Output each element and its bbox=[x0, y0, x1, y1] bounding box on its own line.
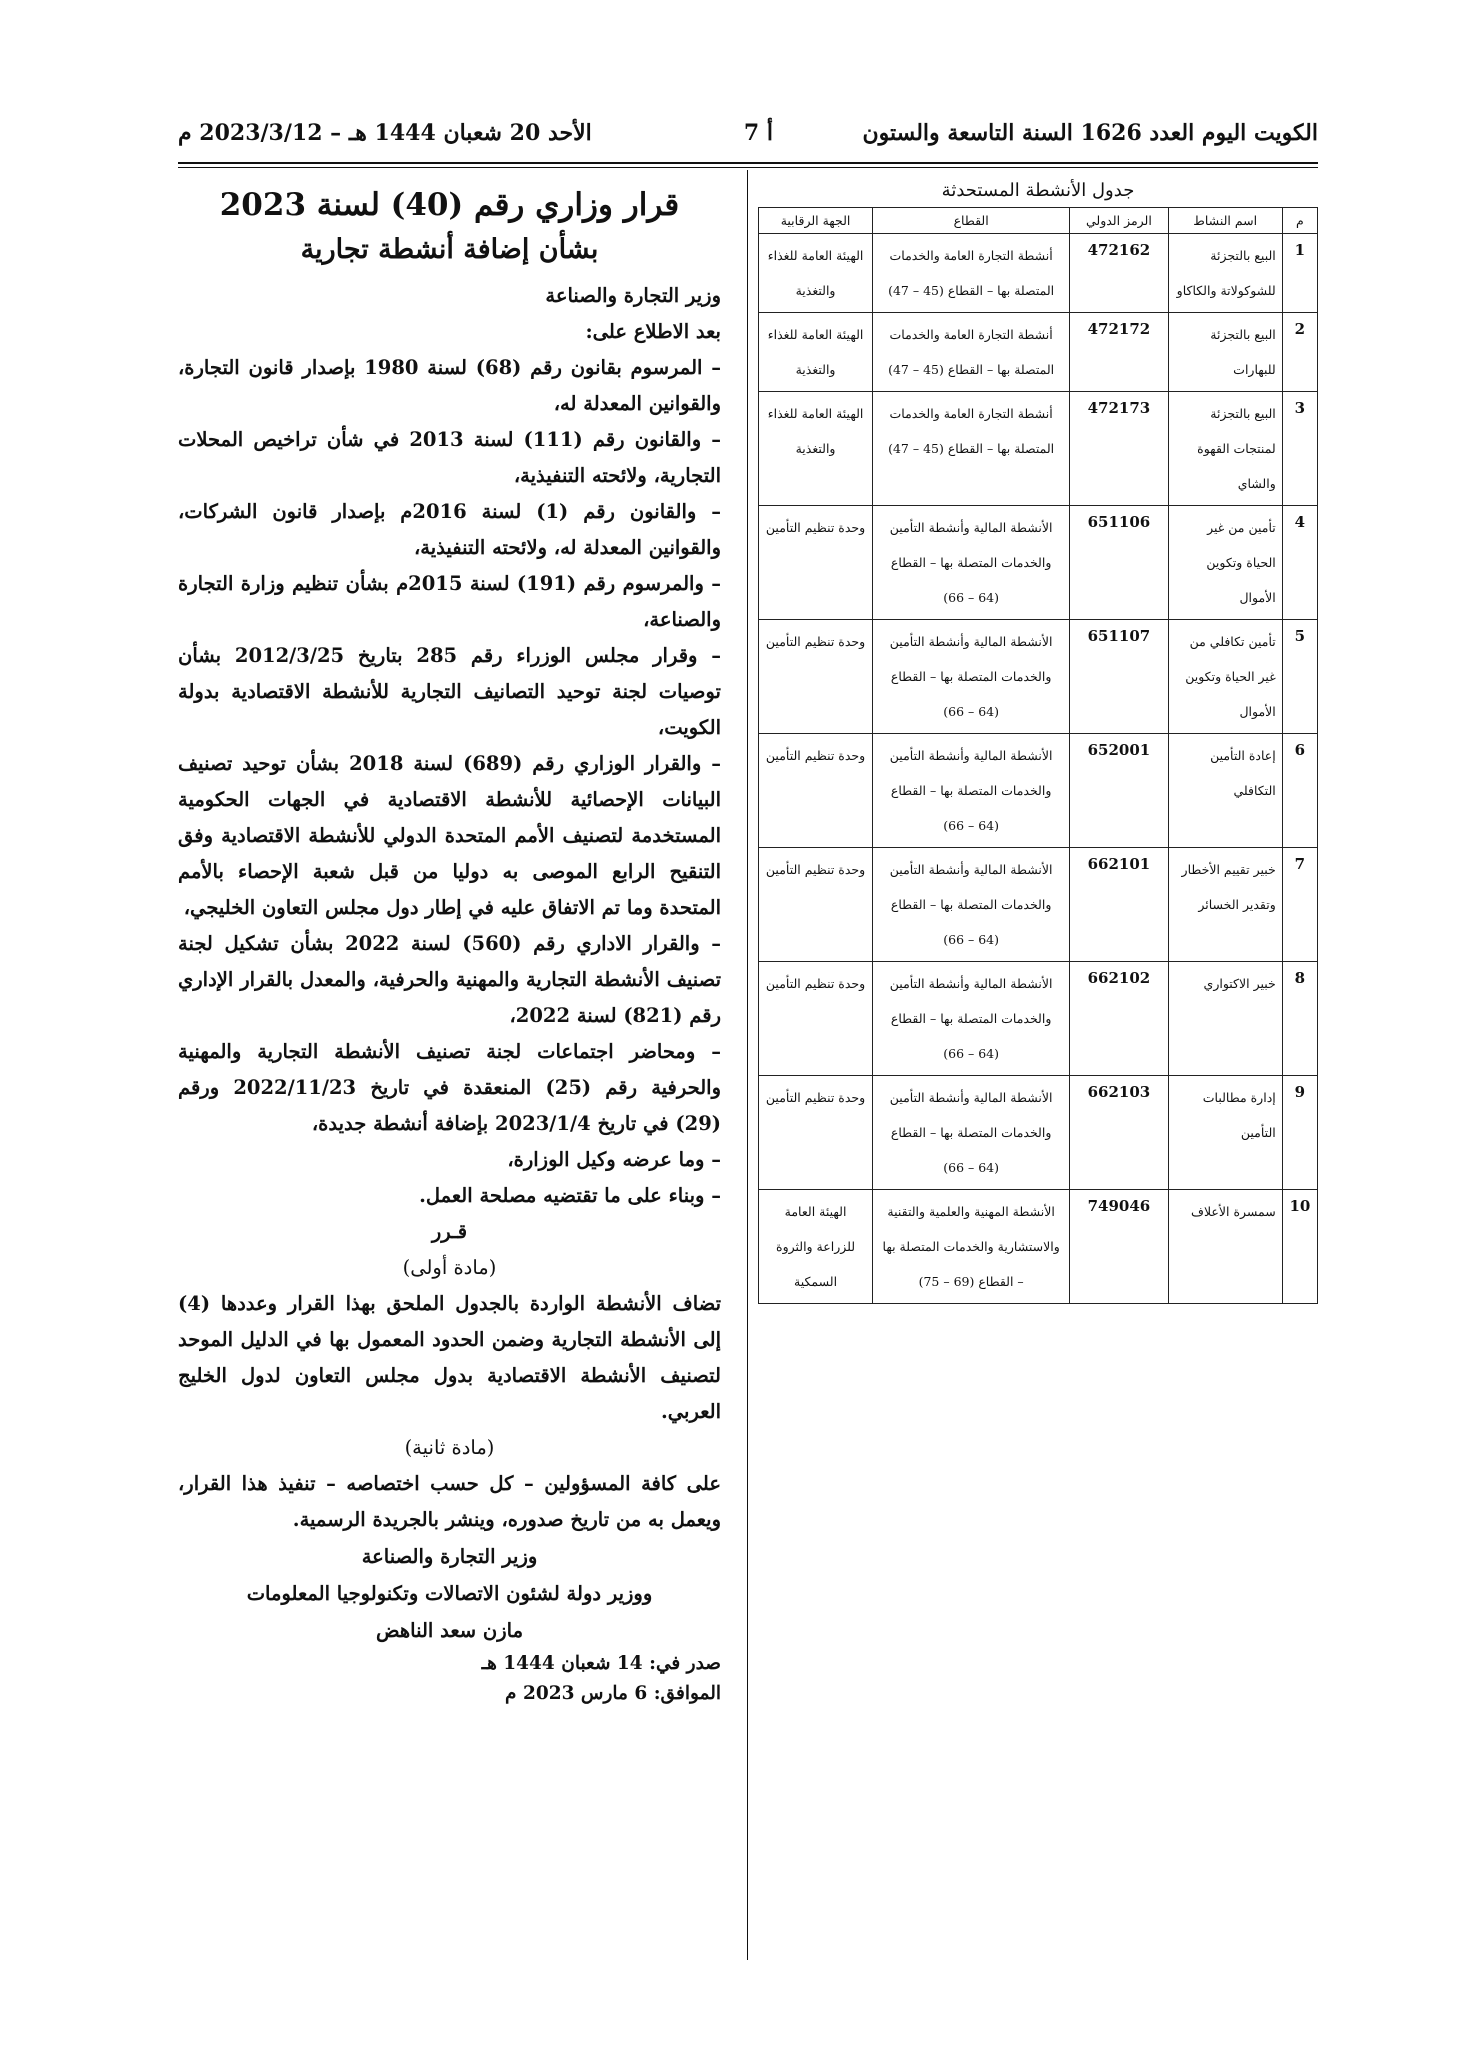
reference-item: – والقانون رقم (1) لسنة 2016م بإصدار قانون الشركات، والقوانين المعدلة له، ولائحته التنفيذية، bbox=[178, 500, 721, 559]
authority-cell: الهيئة العامة للغذاء والتغذية bbox=[759, 234, 873, 313]
reference-item: – والقرار الوزاري رقم (689) لسنة 2018 بشأن توحيد تصنيف البيانات الإحصائية للأنشطة الاقتصادية في الجهات الحكومية المستخدمة لتصنيف الأمم المتحدة الدولي للأنشطة الاقتصادية وفق التنقيح الرابع الموصى به دوليا من قبل شعبة الإحصاء بالأمم المتحدة وما تم الاتفاق عليه في إطار دول مجلس التعاون الخليجي، bbox=[178, 752, 722, 919]
sector-cell: الأنشطة المهنية والعلمية والتقنية والاستشارية والخدمات المتصلة بها – القطاع (69 – 75) bbox=[873, 1190, 1070, 1304]
authority-cell: وحدة تنظيم التأمين bbox=[759, 1076, 873, 1190]
header-rule-thin bbox=[178, 167, 1318, 168]
table-row bbox=[759, 962, 1318, 1076]
activity-name-cell: البيع بالتجزئة لمنتجات القهوة والشاي bbox=[1168, 392, 1282, 506]
activity-name-cell: خبير الاكتواري bbox=[1168, 962, 1282, 1076]
row-number-cell: 5 bbox=[1282, 620, 1317, 734]
intl-code-cell: 662102 bbox=[1070, 962, 1169, 1076]
intl-code-cell: 662103 bbox=[1070, 1076, 1169, 1190]
table-row bbox=[759, 734, 1318, 848]
sector-cell: الأنشطة المالية وأنشطة التأمين والخدمات المتصلة بها – القطاع (64 – 66) bbox=[873, 506, 1070, 620]
reference-item: – ومحاضر اجتماعات لجنة تصنيف الأنشطة التجارية والمهنية والحرفية رقم (25) المنعقدة في تاريخ 2022/11/23 ورقم (29) في تاريخ 2023/1/4 بإضافة أنشطة جديدة، bbox=[178, 1040, 722, 1135]
article2-title: (مادة ثانية) bbox=[404, 1436, 495, 1459]
header-rule bbox=[178, 162, 1318, 164]
header-issue: الكويت اليوم العدد 1626 السنة التاسعة والستون bbox=[862, 120, 1318, 146]
sector-cell: الأنشطة المالية وأنشطة التأمين والخدمات المتصلة بها – القطاع (64 – 66) bbox=[873, 1076, 1070, 1190]
decree-intro: بعد الاطلاع على: bbox=[585, 320, 721, 343]
row-number-cell: 2 bbox=[1282, 313, 1317, 392]
activity-name-cell: إعادة التأمين التكافلي bbox=[1168, 734, 1282, 848]
table-header-row bbox=[759, 208, 1318, 234]
intl-code-cell: 749046 bbox=[1070, 1190, 1169, 1304]
table-body bbox=[759, 234, 1318, 1304]
table-row bbox=[759, 234, 1318, 313]
article2-text: على كافة المسؤولين – كل حسب اختصاصه – تنفيذ هذا القرار، ويعمل به من تاريخ صدوره، وينشر بالجريدة الرسمية. bbox=[178, 1472, 721, 1531]
signatory-title-2: ووزير دولة لشئون الاتصالات وتكنولوجيا المعلومات bbox=[246, 1582, 653, 1605]
header-date: الأحد 20 شعبان 1444 هـ – 2023/3/12 م bbox=[178, 120, 592, 146]
activity-name-cell: البيع بالتجزئة للشوكولاتة والكاكاو bbox=[1168, 234, 1282, 313]
column-divider bbox=[747, 170, 748, 1960]
sector-cell: أنشطة التجارة العامة والخدمات المتصلة بها – القطاع (45 – 47) bbox=[873, 392, 1070, 506]
row-number-cell: 9 bbox=[1282, 1076, 1317, 1190]
signatory-title-1: وزير التجارة والصناعة bbox=[361, 1545, 538, 1568]
decree-title: قرار وزاري رقم (40) لسنة 2023 bbox=[219, 187, 680, 223]
table-row bbox=[759, 620, 1318, 734]
intl-code-cell: 662101 bbox=[1070, 848, 1169, 962]
table-row bbox=[759, 313, 1318, 392]
corresponding-date: الموافق: 6 مارس 2023 م bbox=[505, 1683, 721, 1704]
reference-item: – المرسوم بقانون رقم (68) لسنة 1980 بإصدار قانون التجارة، والقوانين المعدلة له، bbox=[178, 356, 721, 415]
reference-item: – والمرسوم رقم (191) لسنة 2015م بشأن تنظيم وزارة التجارة والصناعة، bbox=[178, 572, 722, 631]
activities-table-section bbox=[758, 180, 1318, 1304]
header-activity-name: اسم النشاط bbox=[1168, 208, 1282, 234]
row-number-cell: 8 bbox=[1282, 962, 1317, 1076]
decree-issuer: وزير التجارة والصناعة bbox=[545, 284, 721, 307]
decree-subtitle: بشأن إضافة أنشطة تجارية bbox=[300, 234, 599, 265]
row-number-cell: 1 bbox=[1282, 234, 1317, 313]
reference-item: – وما عرضه وكيل الوزارة، bbox=[507, 1148, 721, 1171]
table-title: جدول الأنشطة المستحدثة bbox=[941, 180, 1135, 201]
decree-column bbox=[178, 182, 721, 1709]
signatory-name: مازن سعد الناهض bbox=[375, 1619, 524, 1642]
table-row bbox=[759, 848, 1318, 962]
row-number-cell: 3 bbox=[1282, 392, 1317, 506]
sector-cell: أنشطة التجارة العامة والخدمات المتصلة بها – القطاع (45 – 47) bbox=[873, 234, 1070, 313]
header-intl-code: الرمز الدولي bbox=[1070, 208, 1169, 234]
sector-cell: الأنشطة المالية وأنشطة التأمين والخدمات المتصلة بها – القطاع (64 – 66) bbox=[873, 734, 1070, 848]
authority-cell: وحدة تنظيم التأمين bbox=[759, 734, 873, 848]
reference-item: – والقانون رقم (111) لسنة 2013 في شأن تراخيص المحلات التجارية، ولائحته التنفيذية، bbox=[178, 428, 721, 487]
table-row bbox=[759, 1076, 1318, 1190]
activity-name-cell: سمسرة الأعلاف bbox=[1168, 1190, 1282, 1304]
intl-code-cell: 651106 bbox=[1070, 506, 1169, 620]
activity-name-cell: إدارة مطالبات التأمين bbox=[1168, 1076, 1282, 1190]
decree-references bbox=[178, 350, 721, 1214]
header-sector: القطاع bbox=[873, 208, 1070, 234]
article1-text: تضاف الأنشطة الواردة بالجدول الملحق بهذا القرار وعددها (4) إلى الأنشطة التجارية وضمن الحدود المعمول بها في الدليل الموحد لتصنيف الأنشطة الاقتصادية بدول مجلس التعاون لدول الخليج العربي. bbox=[178, 1292, 721, 1423]
activity-name-cell: تأمين تكافلي من غير الحياة وتكوين الأموال bbox=[1168, 620, 1282, 734]
authority-cell: وحدة تنظيم التأمين bbox=[759, 506, 873, 620]
intl-code-cell: 652001 bbox=[1070, 734, 1169, 848]
activity-name-cell: البيع بالتجزئة للبهارات bbox=[1168, 313, 1282, 392]
intl-code-cell: 472162 bbox=[1070, 234, 1169, 313]
authority-cell: وحدة تنظيم التأمين bbox=[759, 962, 873, 1076]
table-row bbox=[759, 1190, 1318, 1304]
header-authority: الجهة الرقابية bbox=[759, 208, 873, 234]
intl-code-cell: 472172 bbox=[1070, 313, 1169, 392]
issued-date: صدر في: 14 شعبان 1444 هـ bbox=[481, 1653, 721, 1674]
sector-cell: الأنشطة المالية وأنشطة التأمين والخدمات المتصلة بها – القطاع (64 – 66) bbox=[873, 620, 1070, 734]
row-number-cell: 10 bbox=[1282, 1190, 1317, 1304]
authority-cell: الهيئة العامة للغذاء والتغذية bbox=[759, 392, 873, 506]
reference-item: – وقرار مجلس الوزراء رقم 285 بتاريخ 2012/3/25 بشأن توصيات لجنة توحيد التصانيف التجارية للأنشطة الاقتصادية بدولة الكويت، bbox=[178, 644, 722, 739]
table-row bbox=[759, 506, 1318, 620]
header-page-number: أ 7 bbox=[743, 120, 773, 146]
authority-cell: وحدة تنظيم التأمين bbox=[759, 620, 873, 734]
sector-cell: الأنشطة المالية وأنشطة التأمين والخدمات المتصلة بها – القطاع (64 – 66) bbox=[873, 962, 1070, 1076]
article1-title: (مادة أولى) bbox=[402, 1256, 497, 1279]
row-number-cell: 7 bbox=[1282, 848, 1317, 962]
activity-name-cell: خبير تقييم الأخطار وتقدير الخسائر bbox=[1168, 848, 1282, 962]
row-number-cell: 4 bbox=[1282, 506, 1317, 620]
activity-name-cell: تأمين من غير الحياة وتكوين الأموال bbox=[1168, 506, 1282, 620]
intl-code-cell: 472173 bbox=[1070, 392, 1169, 506]
intl-code-cell: 651107 bbox=[1070, 620, 1169, 734]
authority-cell: الهيئة العامة للغذاء والتغذية bbox=[759, 313, 873, 392]
table-row bbox=[759, 392, 1318, 506]
page-header bbox=[178, 120, 1318, 160]
reference-item: – والقرار الاداري رقم (560) لسنة 2022 بشأن تشكيل لجنة تصنيف الأنشطة التجارية والمهنية والحرفية، والمعدل بالقرار الإداري رقم (821) لسنة 2022، bbox=[178, 932, 721, 1027]
sector-cell: أنشطة التجارة العامة والخدمات المتصلة بها – القطاع (45 – 47) bbox=[873, 313, 1070, 392]
authority-cell: وحدة تنظيم التأمين bbox=[759, 848, 873, 962]
row-number-cell: 6 bbox=[1282, 734, 1317, 848]
activities-table bbox=[758, 207, 1318, 1304]
sector-cell: الأنشطة المالية وأنشطة التأمين والخدمات المتصلة بها – القطاع (64 – 66) bbox=[873, 848, 1070, 962]
reference-item: – وبناء على ما تقتضيه مصلحة العمل. bbox=[419, 1184, 721, 1207]
authority-cell: الهيئة العامة للزراعة والثروة السمكية bbox=[759, 1190, 873, 1304]
decided-heading: قـرر bbox=[431, 1220, 468, 1243]
header-no: م bbox=[1282, 208, 1317, 234]
